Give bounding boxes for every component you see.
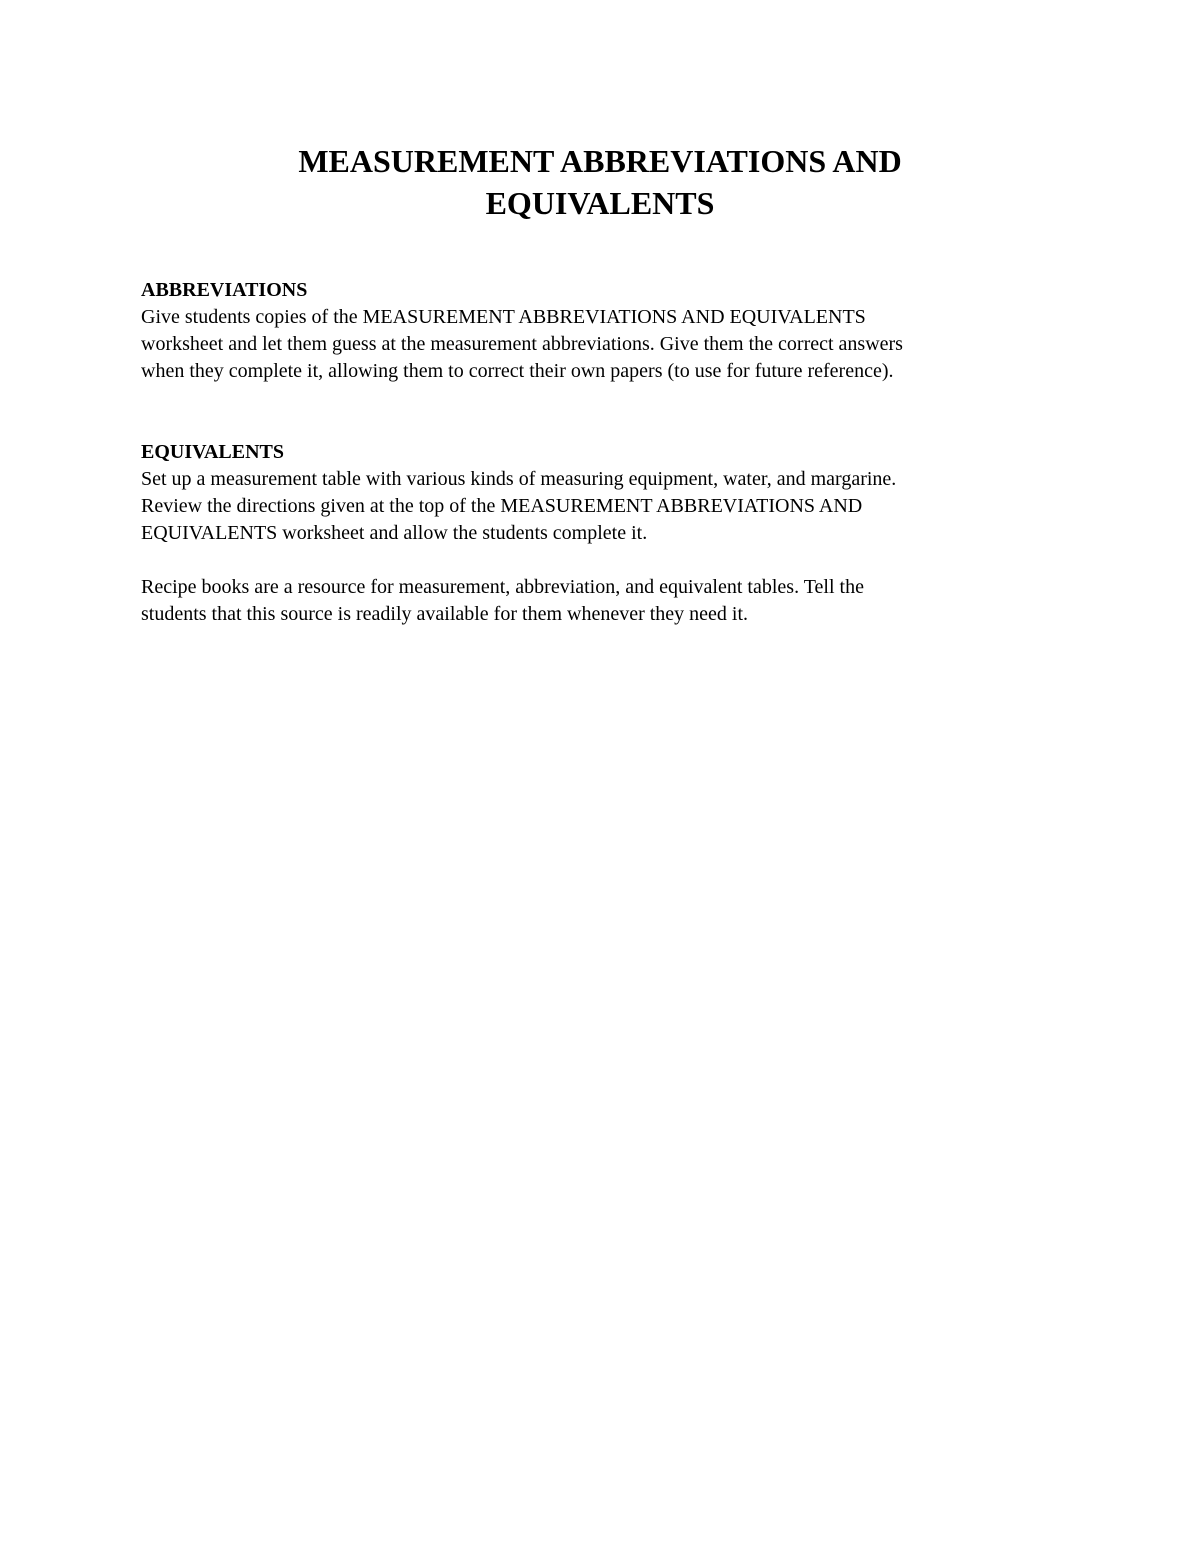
equivalents-heading: EQUIVALENTS <box>141 441 285 463</box>
title-line-1: MEASUREMENT ABBREVIATIONS AND <box>298 143 902 179</box>
abbreviations-section <box>141 277 1061 385</box>
recipe-books-paragraph <box>141 574 1061 628</box>
equivalents-section <box>141 439 1061 547</box>
equivalents-text-line-3: EQUIVALENTS worksheet and allow the students complete it. <box>141 522 648 544</box>
abbreviations-text-line-3: when they complete it, allowing them to correct their own papers (to use for future reference). <box>141 360 894 382</box>
equivalents-text-line-2: Review the directions given at the top of the MEASUREMENT ABBREVIATIONS AND <box>141 495 863 517</box>
page-title <box>140 140 1060 224</box>
recipe-text-line-2: students that this source is readily available for them whenever they need it. <box>141 603 749 625</box>
abbreviations-heading: ABBREVIATIONS <box>141 279 308 301</box>
abbreviations-text-line-2: worksheet and let them guess at the measurement abbreviations. Give them the correct answers <box>141 333 903 355</box>
recipe-text-line-1: Recipe books are a resource for measurement, abbreviation, and equivalent tables. Tell the <box>141 576 864 598</box>
title-line-2: EQUIVALENTS <box>485 185 715 221</box>
abbreviations-text-line-1: Give students copies of the MEASUREMENT ABBREVIATIONS AND EQUIVALENTS <box>141 306 866 328</box>
equivalents-text-line-1: Set up a measurement table with various kinds of measuring equipment, water, and margarine. <box>141 468 897 490</box>
